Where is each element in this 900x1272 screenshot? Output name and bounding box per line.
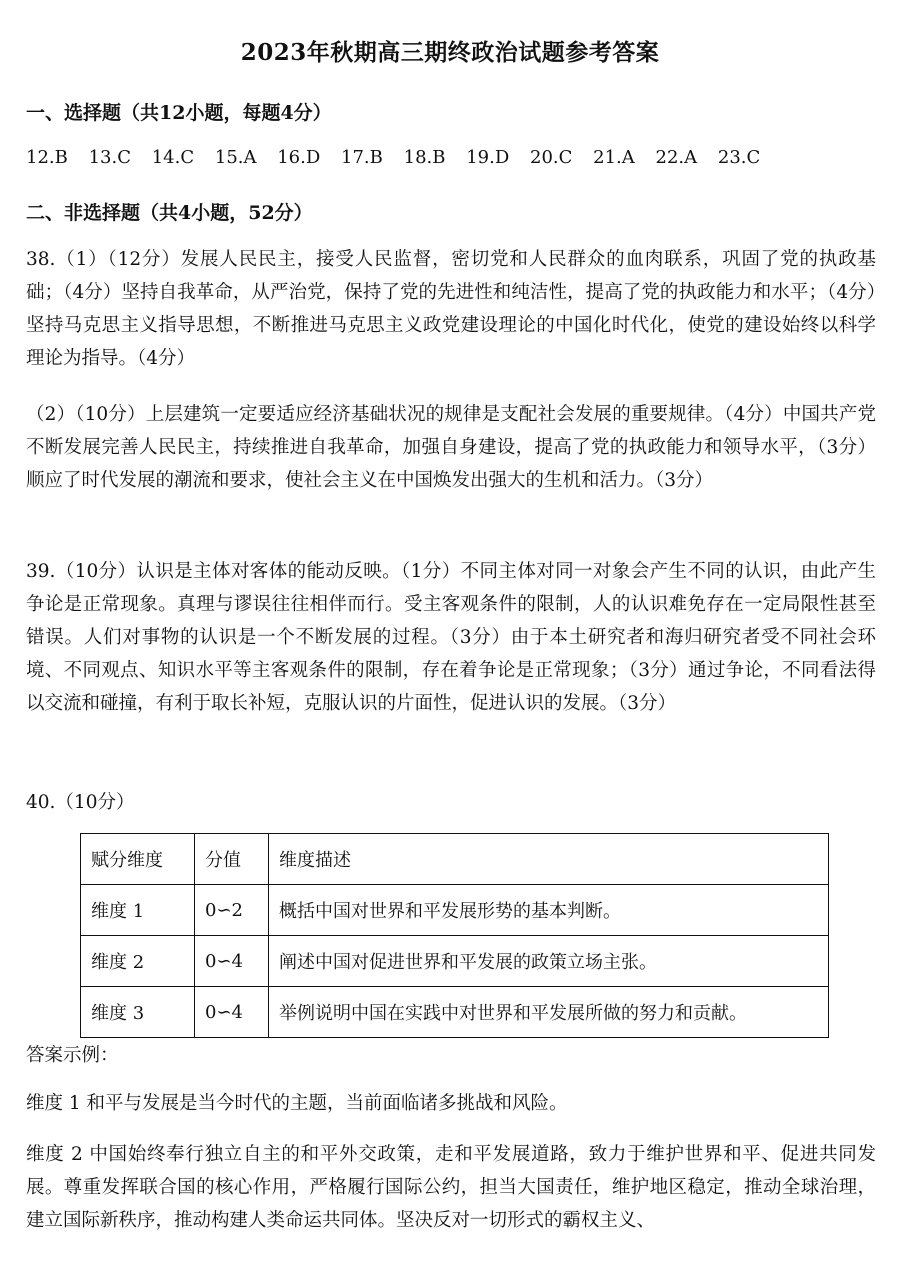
table-header-row xyxy=(81,834,829,885)
answer-item: 22.A xyxy=(655,147,698,168)
page-title: 2023年秋期高三期终政治试题参考答案 xyxy=(240,39,660,66)
table-cell: 举例说明中国在实践中对世界和平发展所做的努力和贡献。 xyxy=(269,987,829,1038)
table-row xyxy=(81,885,829,936)
table-cell: 维度 1 xyxy=(81,885,195,936)
example-label: 答案示例： xyxy=(26,1045,119,1066)
answer-item: 21.A xyxy=(593,147,635,168)
table-row xyxy=(81,987,829,1038)
section-heading-nonchoice: 二、非选择题（共4小题，52分） xyxy=(26,202,313,224)
answer-item: 17.B xyxy=(341,147,383,168)
table-cell: 维度 3 xyxy=(81,987,195,1038)
table-cell: 0∽4 xyxy=(195,936,269,987)
choice-answers xyxy=(26,147,775,168)
dimension-1-example: 维度 1 和平与发展是当今时代的主题，当前面临诸多挑战和风险。 xyxy=(26,1093,568,1114)
answer-item: 16.D xyxy=(277,147,321,168)
rubric-table xyxy=(80,833,829,1038)
q40-heading: 40.（10分） xyxy=(26,792,135,813)
answer-item: 12.B xyxy=(26,147,68,168)
answer-item: 19.D xyxy=(466,147,510,168)
q38-part2: （2）（10分）上层建筑一定要适应经济基础状况的规律是支配社会发展的重要规律。（4分）中国共产党不断发展完善人民民主，持续推进自我革命，加强自身建设，提高了党的执政能力和领导水平，（3分）顺应了时代发展的潮流和要求，使社会主义在中国焕发出强大的生机和活力。（3分） xyxy=(26,404,876,491)
answer-item: 20.C xyxy=(530,147,573,168)
table-cell: 维度 2 xyxy=(81,936,195,987)
table-header-cell: 维度描述 xyxy=(269,834,829,885)
table-row xyxy=(81,936,829,987)
q39: 39.（10分）认识是主体对客体的能动反映。（1分）不同主体对同一对象会产生不同的认识，由此产生争论是正常现象。真理与谬误往往相伴而行。受主客观条件的限制，人的认识难免存在一定局限性甚至错误。人们对事物的认识是一个不断发展的过程。（3分）由于本土研究者和海归研究者受不同社会环境、不同观点、知识水平等主客观条件的限制，存在着争论是正常现象；（3分）通过争论，不同看法得以交流和碰撞，有利于取长补短，克服认识的片面性，促进认识的发展。（3分） xyxy=(26,561,876,714)
answer-item: 13.C xyxy=(88,147,131,168)
answer-item: 23.C xyxy=(717,147,761,168)
section-heading-choice: 一、选择题（共12小题，每题4分） xyxy=(26,102,332,124)
dimension-2-example: 维度 2 中国始终奉行独立自主的和平外交政策，走和平发展道路，致力于维护世界和平、促进共同发展。尊重发挥联合国的核心作用，严格履行国际公约，担当大国责任，维护地区稳定，推动全球治理，建立国际新秩序，推动构建人类命运共同体。坚决反对一切形式的霸权主义、 xyxy=(26,1144,876,1231)
answer-item: 14.C xyxy=(151,147,195,168)
table-cell: 0∽4 xyxy=(195,987,269,1038)
table-cell: 0∽2 xyxy=(195,885,269,936)
table-header-cell: 分值 xyxy=(195,834,269,885)
answer-item: 18.B xyxy=(403,147,446,168)
table-header-cell: 赋分维度 xyxy=(81,834,195,885)
table-cell: 阐述中国对促进世界和平发展的政策立场主张。 xyxy=(269,936,829,987)
q38-part1: 38.（1）（12分）发展人民民主，接受人民监督，密切党和人民群众的血肉联系，巩固了党的执政基础；（4分）坚持自我革命，从严治党，保持了党的先进性和纯洁性，提高了党的执政能力和水平；（4分）坚持马克思主义指导思想，不断推进马克思主义政党建设理论的中国化时代化，使党的建设始终以科学理论为指导。（4分） xyxy=(26,249,876,369)
answer-item: 15.A xyxy=(214,147,257,168)
table-cell: 概括中国对世界和平发展形势的基本判断。 xyxy=(269,885,829,936)
